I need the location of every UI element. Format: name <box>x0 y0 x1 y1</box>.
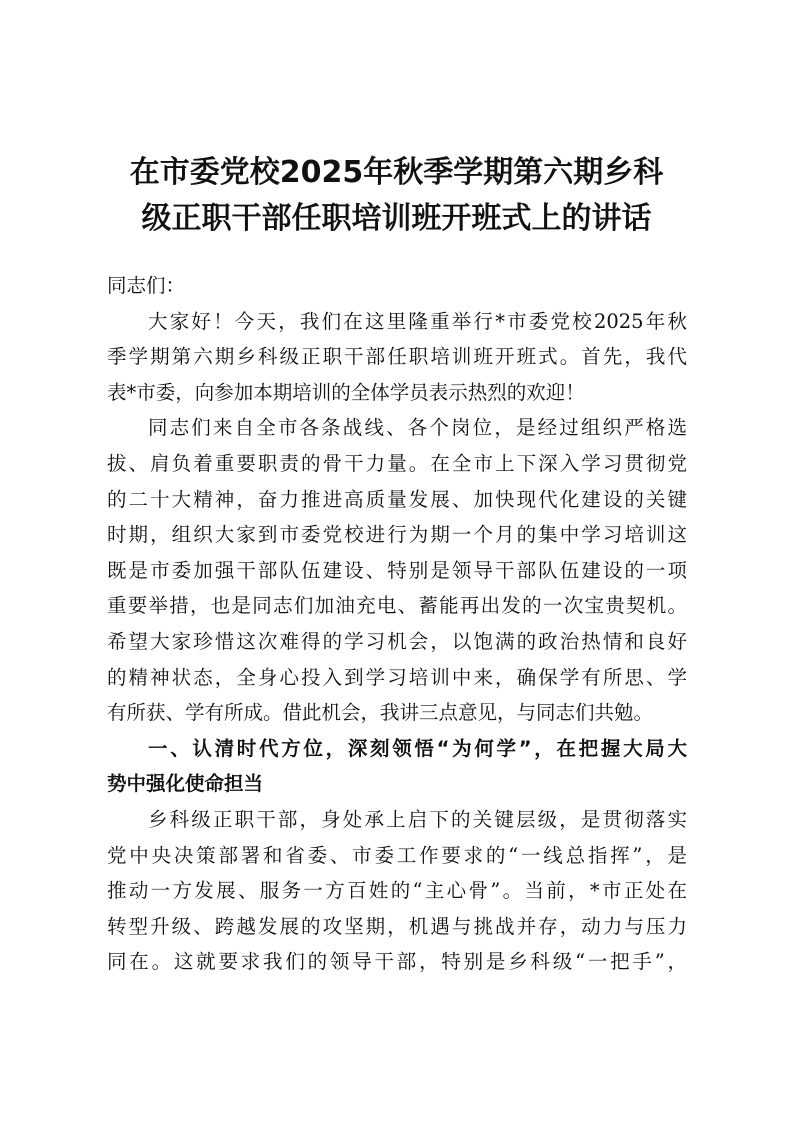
paragraph-welcome <box>107 304 687 411</box>
text-line: 既是市委加强干部队伍建设、特别是领导干部队伍建设的一项 <box>107 558 687 582</box>
paragraph-section-1 <box>107 802 687 980</box>
title-line-2: 级正职干部任职培训班开班式上的讲话 <box>141 201 652 236</box>
heading-line: 一、认清时代方位，深刻领悟“为何学”，在把握大局大 <box>148 736 687 760</box>
text-line: 希望大家珍惜这次难得的学习机会，以饱满的政治热情和良好 <box>107 629 687 653</box>
paragraph-introduction <box>107 410 687 730</box>
title-line-1: 在市委党校2025年秋季学期第六期乡科 <box>129 155 664 190</box>
text-line: 推动一方发展、服务一方百姓的“主心骨”。当前，*市正处在 <box>107 879 687 903</box>
text-line: 的精神状态，全身心投入到学习培训中来，确保学有所思、学 <box>107 665 687 689</box>
text-line: 同志们来自全市各条战线、各个岗位，是经过组织严格选 <box>148 416 687 440</box>
text-line: 拔、肩负着重要职责的骨干力量。在全市上下深入学习贯彻党 <box>107 451 687 475</box>
text-line: 乡科级正职干部，身处承上启下的关键层级，是贯彻落实 <box>148 807 687 831</box>
text-line: 表*市委，向参加本期培训的全体学员表示热烈的欢迎！ <box>107 380 585 404</box>
heading-line: 势中强化使命担当 <box>107 772 264 796</box>
document-body <box>107 268 687 980</box>
section-heading-1 <box>107 731 687 802</box>
text-line: 重要举措，也是同志们加油充电、蓄能再出发的一次宝贵契机。 <box>107 594 687 618</box>
text-line: 同在。这就要求我们的领导干部，特别是乡科级“一把手”， <box>107 950 687 974</box>
text-line: 时期，组织大家到市委党校进行为期一个月的集中学习培训这 <box>107 523 687 547</box>
text-line: 有所获、学有所成。借此机会，我讲三点意见，与同志们共勉。 <box>107 701 654 725</box>
salutation-text: 同志们： <box>107 274 186 297</box>
text-line: 大家好！今天，我们在这里隆重举行*市委党校2025年秋 <box>148 309 687 333</box>
salutation <box>107 268 687 304</box>
text-line: 季学期第六期乡科级正职干部任职培训班开班式。首先，我代 <box>107 345 687 369</box>
text-line: 转型升级、跨越发展的攻坚期，机遇与挑战并存，动力与压力 <box>107 914 687 938</box>
document-title <box>90 150 703 242</box>
text-line: 的二十大精神，奋力推进高质量发展、加快现代化建设的关键 <box>107 487 687 511</box>
text-line: 党中央决策部署和省委、市委工作要求的“一线总指挥”，是 <box>107 843 687 867</box>
